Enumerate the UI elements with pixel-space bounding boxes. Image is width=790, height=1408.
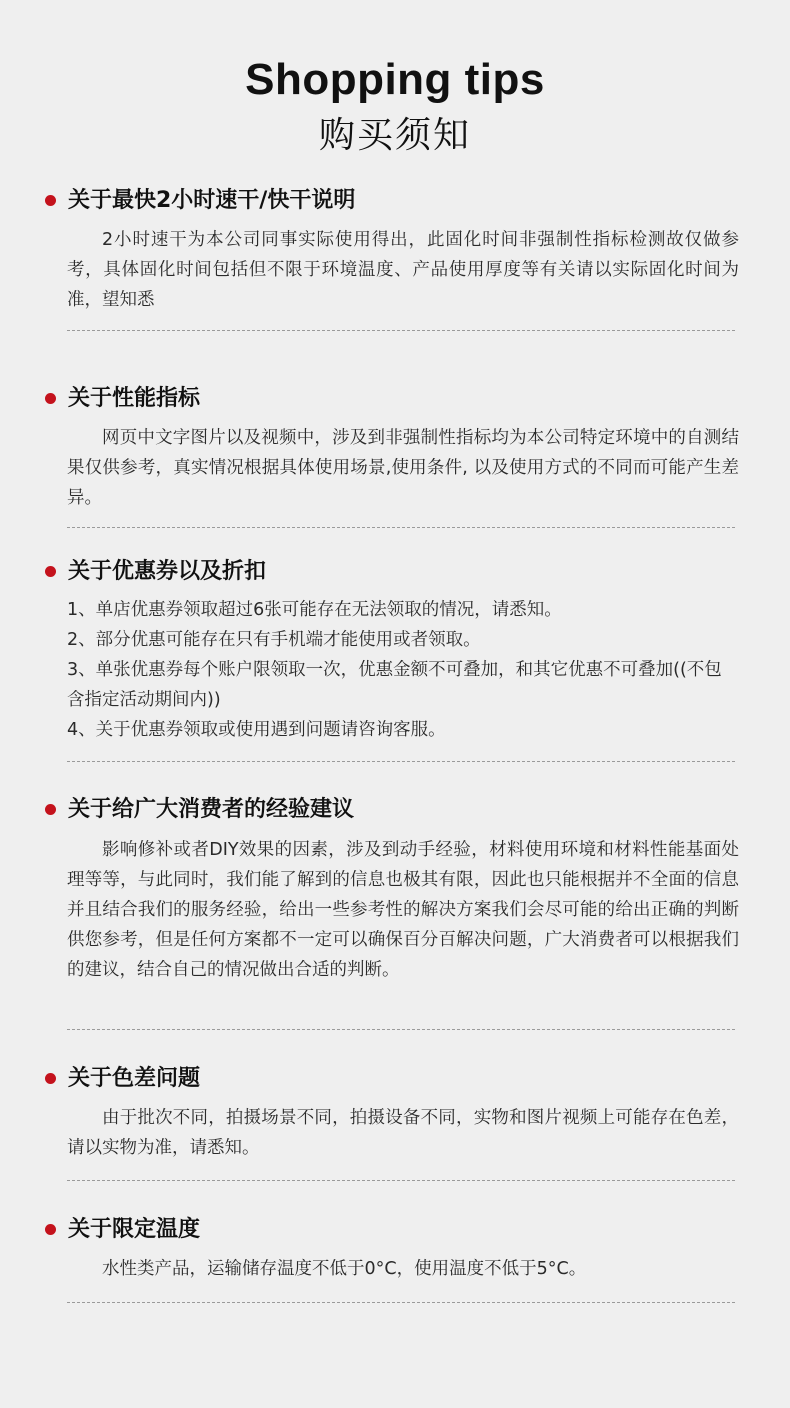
section-header <box>0 184 790 218</box>
bullet-dot-icon <box>45 1224 56 1235</box>
section-header <box>0 1062 790 1096</box>
section-title: 关于限定温度 <box>68 1217 201 1242</box>
list-item: 4、关于优惠券领取或使用遇到问题请咨询客服。 <box>67 720 446 740</box>
dashed-divider <box>67 527 735 528</box>
list-item: 2、部分优惠可能存在只有手机端才能使用或者领取。 <box>67 630 481 650</box>
list-item: 1、单店优惠券领取超过6张可能存在无法领取的情况，请悉知。 <box>67 600 562 620</box>
section-paragraph: 水性类产品，运输储存温度不低于0°C，使用温度不低于5°C。 <box>102 1259 587 1279</box>
section-consumer-advice <box>0 793 790 985</box>
section-header <box>0 1213 790 1247</box>
section-title: 关于给广大消费者的经验建议 <box>68 797 355 822</box>
section-body <box>67 423 739 513</box>
section-color-difference <box>0 1062 790 1163</box>
section-body <box>67 225 739 315</box>
dashed-divider <box>67 1029 735 1030</box>
page-header <box>0 0 790 158</box>
dashed-divider <box>67 330 735 331</box>
page-title-en: Shopping tips <box>245 55 545 104</box>
section-temperature-limit <box>0 1213 790 1284</box>
section-title: 关于优惠券以及折扣 <box>68 559 267 584</box>
section-body <box>67 835 739 985</box>
section-coupons <box>0 555 790 745</box>
bullet-dot-icon <box>45 195 56 206</box>
section-title: 关于性能指标 <box>68 386 201 411</box>
bullet-dot-icon <box>45 1073 56 1084</box>
section-performance <box>0 382 790 513</box>
section-paragraph: 由于批次不同，拍摄场景不同，拍摄设备不同，实物和图片视频上可能存在色差，请以实物为准，请悉知。 <box>67 1108 739 1158</box>
section-paragraph: 2小时速干为本公司同事实际使用得出，此固化时间非强制性指标检测故仅做参考，具体固化时间包括但不限于环境温度、产品使用厚度等有关请以实际固化时间为准，望知悉 <box>67 230 739 310</box>
list-item: 3、单张优惠券每个账户限领取一次，优惠金额不可叠加，和其它优惠不可叠加((不包含指定活动期间内)) <box>67 660 722 710</box>
section-header <box>0 793 790 827</box>
dashed-divider <box>67 1302 735 1303</box>
section-body <box>67 1103 739 1163</box>
bullet-dot-icon <box>45 393 56 404</box>
bullet-dot-icon <box>45 566 56 577</box>
section-body <box>67 595 739 745</box>
section-header <box>0 382 790 416</box>
bullet-dot-icon <box>45 804 56 815</box>
section-body <box>67 1254 739 1284</box>
section-paragraph: 网页中文字图片以及视频中，涉及到非强制性指标均为本公司特定环境中的自测结果仅供参考，真实情况根据具体使用场景,使用条件, 以及使用方式的不同而可能产生差异。 <box>67 428 739 508</box>
section-header <box>0 555 790 589</box>
dashed-divider <box>67 761 735 762</box>
section-paragraph: 影响修补或者DIY效果的因素，涉及到动手经验，材料使用环境和材料性能基面处理等等，与此同时，我们能了解到的信息也极其有限，因此也只能根据并不全面的信息并且结合我们的服务经验，给出一些参考性的解决方案我们会尽可能的给出正确的判断供您参考，但是任何方案都不一定可以确保百分百解决问题，广大消费者可以根据我们的建议，结合自己的情况做出合适的判断。 <box>67 840 739 980</box>
section-quick-dry <box>0 184 790 315</box>
page-title-cn: 购买须知 <box>318 115 471 156</box>
dashed-divider <box>67 1180 735 1181</box>
section-title: 关于色差问题 <box>68 1066 201 1091</box>
section-title: 关于最快2小时速干/快干说明 <box>68 188 356 213</box>
